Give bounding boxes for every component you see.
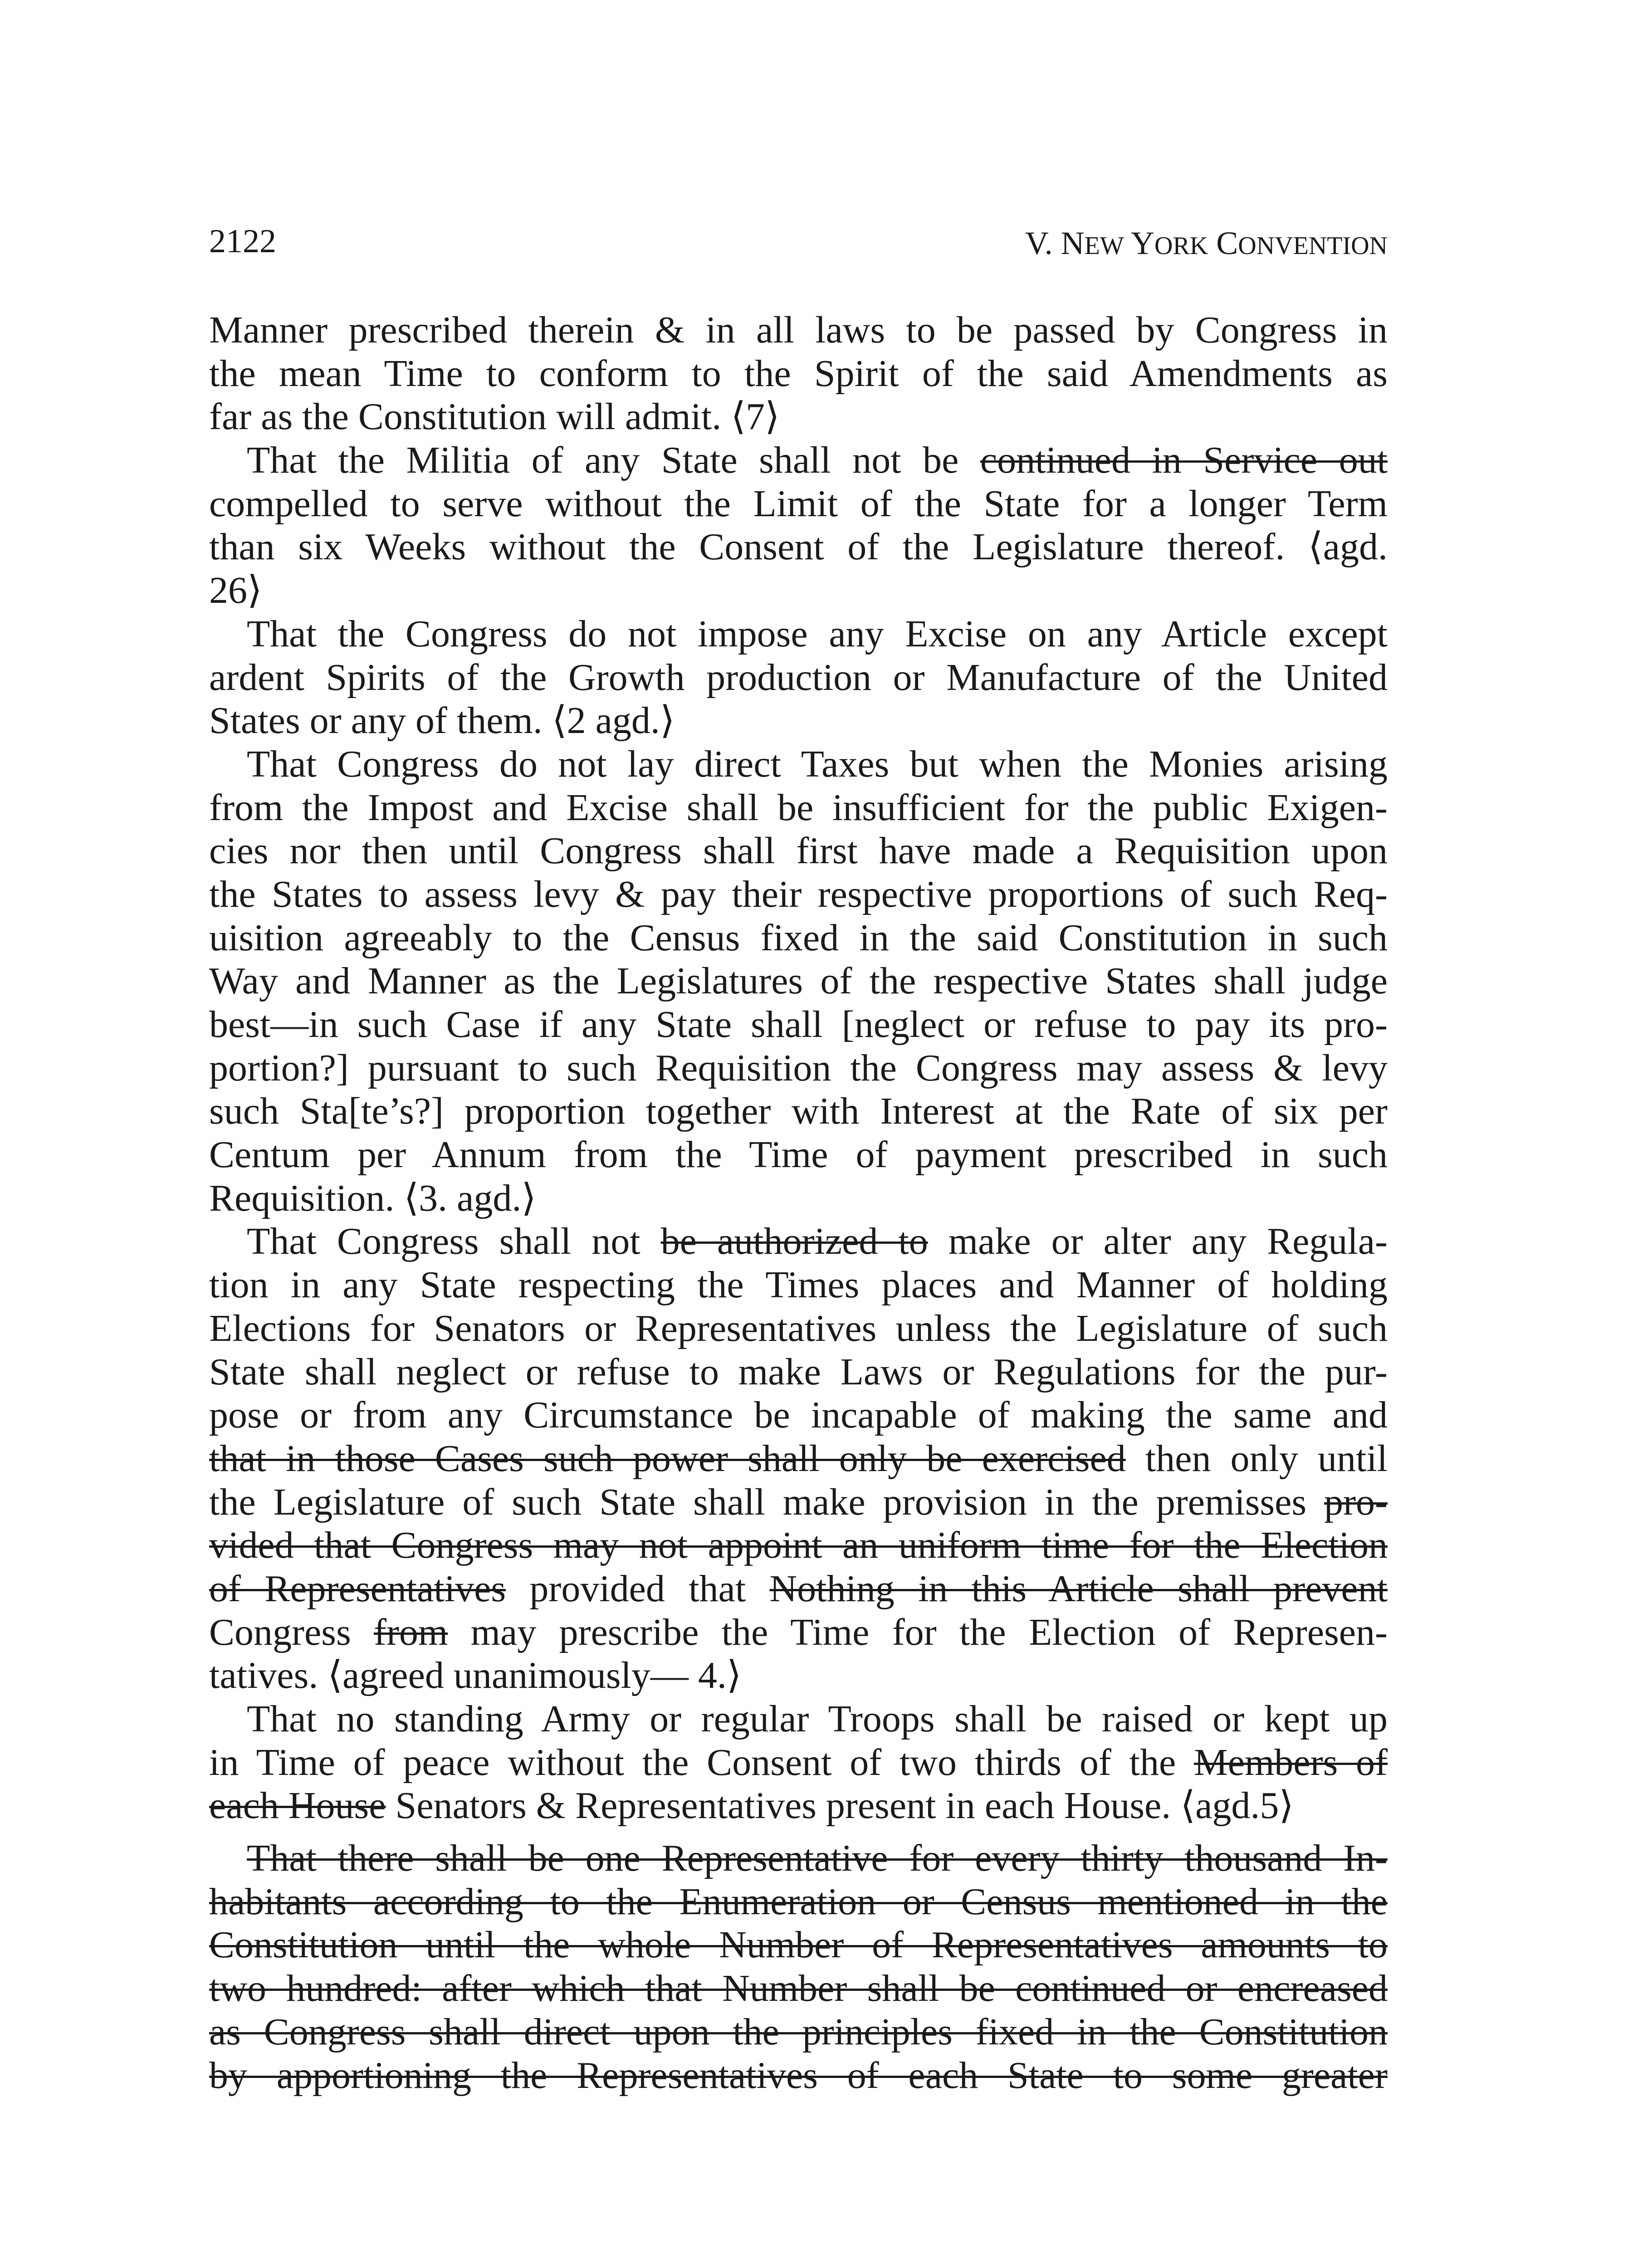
struck-text: habitants according to the Enumeration or Census mentioned in the	[209, 1880, 1388, 1923]
text-segment: Congress	[209, 1611, 374, 1653]
text-line	[209, 2054, 1388, 2097]
text-line	[209, 1046, 1388, 1090]
text-line	[209, 612, 1388, 656]
document-body	[209, 308, 1388, 2097]
text-line	[209, 1741, 1388, 1784]
text-segment: uisition agreeably to the Census fixed in the said Constitution in such	[209, 916, 1388, 959]
text-line	[209, 2010, 1388, 2054]
text-line	[209, 1567, 1388, 1611]
text-segment: the mean Time to conform to the Spirit of the said Amendments as	[209, 352, 1388, 395]
text-line	[209, 1090, 1388, 1133]
text-segment: 26⟩	[209, 569, 262, 612]
text-line	[209, 1524, 1388, 1567]
text-line	[209, 1837, 1388, 1880]
text-segment: Centum per Annum from the Time of payment prescribed in such	[209, 1134, 1388, 1176]
text-segment: the States to assess levy & pay their respective proportions of such Req-	[209, 873, 1388, 915]
text-line	[209, 1784, 1388, 1828]
running-head-rest-y: ORK	[1154, 232, 1208, 260]
text-line	[209, 439, 1388, 482]
text-segment: Manner prescribed therein & in all laws to be passed by Congress in	[209, 309, 1388, 351]
struck-text: each House	[209, 1784, 386, 1827]
struck-text: two hundred: after which that Number shall be continued or encreased	[209, 1967, 1388, 2010]
text-segment: portion?] pursuant to such Requisition the Congress may assess & levy	[209, 1046, 1388, 1089]
struck-text: Members of	[1194, 1741, 1388, 1784]
text-segment: make or alter any Regula-	[928, 1220, 1388, 1263]
text-segment: in Time of peace without the Consent of two thirds of the	[209, 1741, 1194, 1784]
text-segment: That Congress do not lay direct Taxes but when the Monies arising	[247, 743, 1388, 785]
text-segment: ardent Spirits of the Growth production or Manufacture of the United	[209, 656, 1388, 699]
text-line	[209, 786, 1388, 830]
text-segment: Elections for Senators or Representatives unless the Legislature of such	[209, 1307, 1388, 1349]
struck-text: by apportioning the Representatives of each State to some greater	[209, 2054, 1388, 2097]
text-segment: tatives. ⟨agreed unanimously— 4.⟩	[209, 1654, 742, 1697]
struck-text: continued in Service out	[980, 439, 1388, 482]
struck-text: vided that Congress may not appoint an uniform time for the Election	[209, 1524, 1388, 1567]
text-line	[209, 873, 1388, 916]
text-line	[209, 1350, 1388, 1394]
text-segment: cies nor then until Congress shall first have made a Requisition upon	[209, 830, 1388, 872]
paragraph-gap	[209, 1828, 1388, 1837]
struck-text: pro-	[1324, 1481, 1388, 1523]
running-head-rest-n: EW	[1084, 232, 1124, 260]
text-segment: then only until	[1125, 1437, 1388, 1480]
text-line	[209, 1307, 1388, 1350]
struck-text: as Congress shall direct upon the principles fixed in the Constitution	[209, 2010, 1388, 2053]
text-line	[209, 395, 1388, 439]
text-segment: may prescribe the Time for the Election of Represen-	[448, 1611, 1388, 1653]
text-segment: That Congress shall not	[247, 1220, 661, 1263]
text-segment: Requisition. ⟨3. agd.⟩	[209, 1177, 537, 1219]
text-line	[209, 569, 1388, 612]
text-segment: provided that	[506, 1567, 770, 1610]
struck-text: of Representatives	[209, 1567, 506, 1610]
struck-text: that in those Cases such power shall only be exercised	[209, 1437, 1126, 1480]
struck-text: from	[373, 1611, 448, 1653]
text-segment: Way and Manner as the Legislatures of the respective States shall judge	[209, 960, 1388, 1002]
text-segment: Senators & Representatives present in each House. ⟨agd.5⟩	[386, 1784, 1294, 1827]
text-line	[209, 959, 1388, 1003]
text-line	[209, 1481, 1388, 1524]
text-line	[209, 1003, 1388, 1046]
text-line	[209, 699, 1388, 743]
text-line	[209, 1437, 1388, 1481]
running-head-initial-c: C	[1216, 225, 1238, 261]
struck-text: be authorized to	[660, 1220, 928, 1263]
text-segment: compelled to serve without the Limit of the State for a longer Term	[209, 482, 1388, 525]
page-number: 2122	[209, 223, 276, 260]
struck-text: That there shall be one Representative for every thirty thousand In-	[247, 1837, 1388, 1880]
text-segment: States or any of them. ⟨2 agd.⟩	[209, 699, 675, 742]
text-line	[209, 482, 1388, 526]
text-line	[209, 829, 1388, 873]
text-line	[209, 1967, 1388, 2010]
text-line	[209, 1611, 1388, 1654]
text-line	[209, 1177, 1388, 1220]
text-segment: such Sta[te’s?] proportion together with Interest at the Rate of six per	[209, 1090, 1388, 1133]
text-segment: far as the Constitution will admit. ⟨7⟩	[209, 396, 780, 438]
running-head-initial-y: Y	[1131, 225, 1155, 261]
text-segment: State shall neglect or refuse to make Laws or Regulations for the pur-	[209, 1350, 1388, 1393]
running-head-rest-c: ONVENTION	[1238, 232, 1388, 260]
text-line	[209, 1880, 1388, 1924]
text-segment: tion in any State respecting the Times places and Manner of holding	[209, 1264, 1388, 1306]
struck-text: Nothing in this Article shall prevent	[769, 1567, 1388, 1610]
text-line	[209, 743, 1388, 786]
text-line	[209, 352, 1388, 396]
text-segment: That the Congress do not impose any Excise on any Article except	[247, 612, 1388, 655]
running-head	[1025, 222, 1388, 267]
running-head-initial-n: N	[1061, 225, 1085, 261]
text-line	[209, 656, 1388, 699]
running-head-initial-v: V.	[1025, 225, 1053, 261]
text-segment: That no standing Army or regular Troops shall be raised or kept up	[247, 1698, 1388, 1740]
text-line	[209, 1393, 1388, 1437]
text-line	[209, 1697, 1388, 1741]
text-line	[209, 1263, 1388, 1307]
text-line	[209, 1923, 1388, 1967]
text-segment: than six Weeks without the Consent of the Legislature thereof. ⟨agd.	[209, 526, 1388, 568]
text-line	[209, 1654, 1388, 1697]
text-line	[209, 916, 1388, 960]
text-segment: That the Militia of any State shall not be	[247, 439, 980, 482]
text-segment: the Legislature of such State shall make provision in the premisses	[209, 1481, 1325, 1523]
text-segment: best—in such Case if any State shall [neglect or refuse to pay its pro-	[209, 1003, 1388, 1046]
struck-text: Constitution until the whole Number of Representatives amounts to	[209, 1924, 1388, 1966]
text-segment: pose or from any Circumstance be incapable of making the same and	[209, 1394, 1388, 1437]
text-line	[209, 525, 1388, 569]
text-segment: from the Impost and Excise shall be insufficient for the public Exigen-	[209, 786, 1388, 829]
text-line	[209, 308, 1388, 352]
text-line	[209, 1133, 1388, 1177]
text-line	[209, 1220, 1388, 1263]
